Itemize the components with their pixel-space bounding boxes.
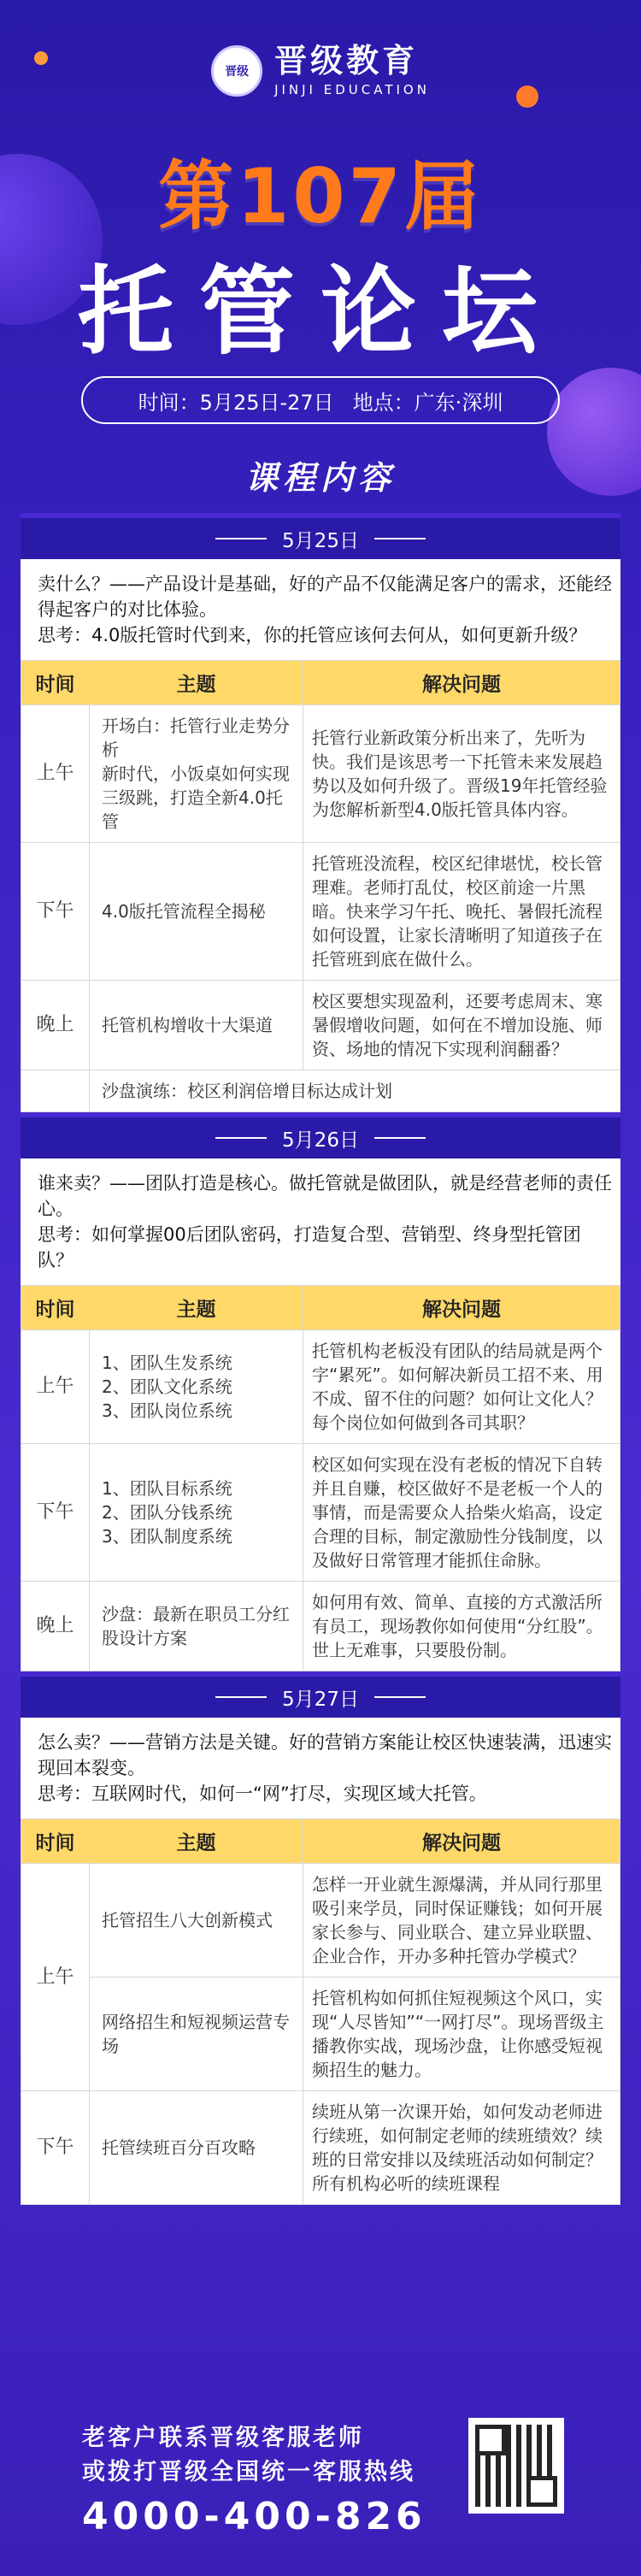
- footer-text: [82, 2421, 426, 2538]
- logo-cn: 晋级教育: [274, 42, 419, 80]
- row-solution: 如何用有效、简单、直接的方式激活所有员工，现场教你如何使用“分红股”。世上无难事，只要股份制。: [303, 1582, 620, 1671]
- table-row: [21, 1330, 620, 1444]
- logo-text: [274, 44, 430, 97]
- header-theme: 主题: [90, 661, 303, 705]
- header-solution: 解决问题: [303, 661, 620, 705]
- row-time: [21, 1070, 90, 1112]
- day-intro: [21, 1718, 620, 1819]
- row-time: 下午: [21, 2091, 90, 2205]
- forum-title: 托管论坛: [78, 256, 563, 368]
- table-row: [21, 981, 620, 1070]
- row-time: 上午: [21, 705, 90, 843]
- table-row: [21, 705, 620, 843]
- row-theme: 1、团队目标系统 2、团队分钱系统 3、团队制度系统: [90, 1444, 303, 1582]
- table-header-row: [21, 1286, 620, 1330]
- brand-logo: [0, 44, 641, 97]
- table-header-row: [21, 661, 620, 705]
- row-theme: 托管续班百分百攻略: [90, 2091, 303, 2205]
- row-time: 晚上: [21, 981, 90, 1070]
- footer-line1: 老客户联系晋级客服老师: [82, 2425, 364, 2451]
- section-heading: 课程内容: [244, 459, 396, 497]
- day-date: 5月25日: [282, 529, 359, 552]
- row-solution: 托管机构老板没有团队的结局就是两个字“累死”。如何解决新员工招不来、用不成、留不住的问题？如何让文化人？每个岗位如何做到各司其职？: [303, 1330, 620, 1444]
- divider-line: [374, 1137, 426, 1139]
- edition-title: 第107届: [158, 152, 483, 240]
- day-date: 5月27日: [282, 1688, 359, 1711]
- header-theme: 主题: [90, 1286, 303, 1330]
- day-header: [21, 1112, 620, 1158]
- header-solution: 解决问题: [303, 1819, 620, 1864]
- table-row: [21, 1444, 620, 1582]
- header-theme: 主题: [90, 1819, 303, 1864]
- divider-line: [215, 1696, 267, 1698]
- row-theme: 1、团队生发系统 2、团队文化系统 3、团队岗位系统: [90, 1330, 303, 1444]
- row-solution: 托管行业新政策分析出来了，先听为快。我们是该思考一下托管未来发展趋势以及如何升级了。晋级19年托管经验为您解析新型4.0版托管具体内容。: [303, 705, 620, 843]
- row-solution: 校区要想实现盈利，还要考虑周末、寒暑假增收问题，如何在不增加设施、师资、场地的情况下实现利润翻番？: [303, 981, 620, 1070]
- table-row: [21, 1864, 620, 1978]
- row-time: 下午: [21, 1444, 90, 1582]
- qr-code-icon: [475, 2425, 557, 2507]
- header-time: 时间: [21, 1819, 90, 1864]
- table-row: [21, 1582, 620, 1671]
- row-solution: 校区如何实现在没有老板的情况下自转并且自赚，校区做好不是老板一个人的事情，而是需要众人拾柴火焰高，设定合理的目标，制定激励性分钱制度，以及做好日常管理才能抓住命脉。: [303, 1444, 620, 1582]
- intro-thinking: 思考：互联网时代，如何一“网”打尽，实现区域大托管。: [38, 1783, 487, 1804]
- header-time: 时间: [21, 661, 90, 705]
- row-time: 上午: [21, 1864, 90, 2091]
- row-solution: 托管机构如何抓住短视频这个风口，实现“人尽皆知”“一网打尽”。现场晋级主播教你实战，现场沙盘，让你感受短视频招生的魅力。: [303, 1978, 620, 2091]
- table-row: [21, 2091, 620, 2205]
- day-header: [21, 1671, 620, 1718]
- row-solution: 怎样一开业就生源爆满，并从同行那里吸引来学员，同时保证赚钱；如何开展家长参与、同业联合、建立异业联盟、企业合作，开办多种托管办学模式？: [303, 1864, 620, 1978]
- table-header-row: [21, 1819, 620, 1864]
- logo-badge-icon: 晋级: [211, 45, 262, 97]
- day-header: [21, 513, 620, 559]
- row-theme: 托管机构增收十大渠道: [90, 981, 303, 1070]
- event-place: 地点：广东·深圳: [352, 390, 503, 415]
- event-time: 时间：5月25日-27日: [138, 390, 334, 415]
- table-row: [21, 1070, 620, 1112]
- row-time: 上午: [21, 1330, 90, 1444]
- schedule-table: [21, 660, 620, 1112]
- day-intro: [21, 1158, 620, 1285]
- footer: [0, 2411, 641, 2576]
- footer-line2: 或拨打晋级全国统一客服热线: [82, 2459, 415, 2485]
- divider-line: [215, 538, 267, 539]
- intro-question: 怎么卖？——营销方法是关键。好的营销方案能让校区快速装满，迅速实现回本裂变。: [38, 1732, 612, 1778]
- day-date: 5月26日: [282, 1129, 359, 1152]
- header-time: 时间: [21, 1286, 90, 1330]
- qr-code[interactable]: [468, 2418, 564, 2514]
- table-row: [21, 843, 620, 981]
- schedule-table: [21, 1819, 620, 2205]
- event-info: [81, 376, 560, 424]
- row-time: 晚上: [21, 1582, 90, 1671]
- footer-phone[interactable]: 4000-400-826: [82, 2495, 426, 2538]
- row-theme: 网络招生和短视频运营专场: [90, 1978, 303, 2091]
- row-theme: 托管招生八大创新模式: [90, 1864, 303, 1978]
- logo-en: JINJI EDUCATION: [274, 82, 430, 97]
- divider-line: [374, 1696, 426, 1698]
- schedule-table: [21, 1285, 620, 1671]
- table-row: [21, 1978, 620, 2091]
- schedule-card: [21, 513, 620, 2205]
- row-extra: 沙盘演练：校区利润倍增目标达成计划: [90, 1070, 620, 1112]
- row-theme: 开场白：托管行业走势分析 新时代，小饭桌如何实现三级跳，打造全新4.0托管: [90, 705, 303, 843]
- row-time: 下午: [21, 843, 90, 981]
- divider-line: [215, 1137, 267, 1139]
- row-solution: 托管班没流程，校区纪律堪忧，校长管理难。老师打乱仗，校区前途一片黑暗。快来学习午托、晚托、暑假托流程如何设置，让家长清晰明了知道孩子在托管班到底在做什么。: [303, 843, 620, 981]
- intro-question: 谁来卖？——团队打造是核心。做托管就是做团队，就是经营老师的责任心。: [38, 1173, 612, 1219]
- row-theme: 沙盘：最新在职员工分红股设计方案: [90, 1582, 303, 1671]
- intro-question: 卖什么？——产品设计是基础，好的产品不仅能满足客户的需求，还能经得起客户的对比体验。: [38, 574, 612, 620]
- header-solution: 解决问题: [303, 1286, 620, 1330]
- row-theme: 4.0版托管流程全揭秘: [90, 843, 303, 981]
- divider-line: [374, 538, 426, 539]
- intro-thinking: 思考：4.0版托管时代到来，你的托管应该何去何从，如何更新升级？: [38, 625, 587, 645]
- day-intro: [21, 559, 620, 660]
- intro-thinking: 思考：如何掌握00后团队密码，打造复合型、营销型、终身型托管团队？: [38, 1224, 581, 1270]
- row-solution: 续班从第一次课开始，如何发动老师进行续班，如何制定老师的续班绩效？续班的日常安排以及续班活动如何制定？所有机构必听的续班课程: [303, 2091, 620, 2205]
